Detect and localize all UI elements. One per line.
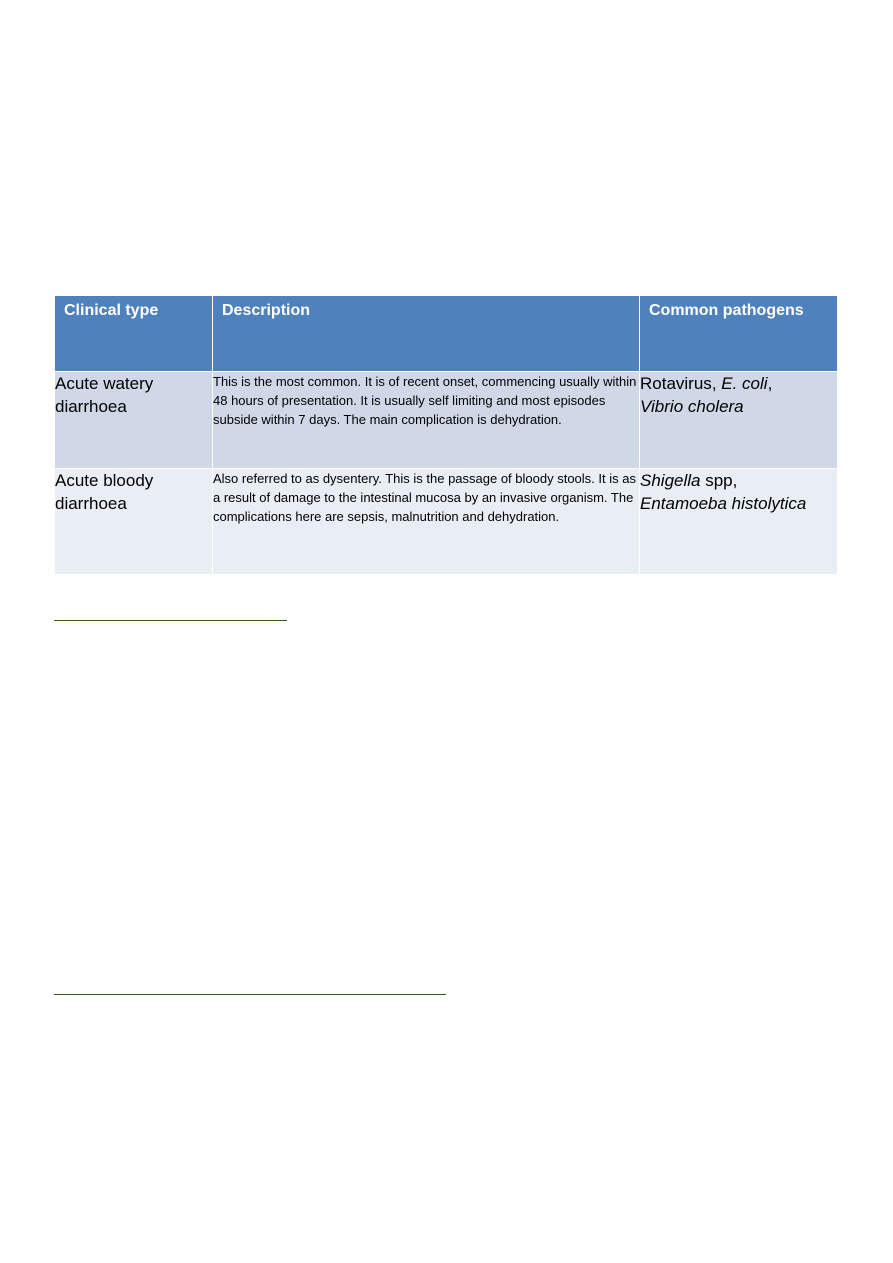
table-header-row xyxy=(55,296,838,372)
pathogen-text: Vibrio cholera xyxy=(640,397,744,416)
header-clinical-type: Clinical type xyxy=(55,296,213,372)
diarrhoea-types-table xyxy=(54,295,838,575)
pathogen-separator: , xyxy=(767,374,773,393)
header-common-pathogens: Common pathogens xyxy=(640,296,838,372)
pathogen-text: Entamoeba histolytica xyxy=(640,494,807,513)
pathogen-text: E. coli xyxy=(721,374,768,393)
table-row xyxy=(55,372,838,469)
clinical-type-cell: Acute bloody diarrhoea xyxy=(55,469,213,575)
section-underline-rule xyxy=(54,994,446,995)
pathogen-text: Rotavirus xyxy=(640,374,712,393)
pathogens-cell xyxy=(640,469,838,575)
pathogen-separator: , xyxy=(711,374,722,393)
table-row xyxy=(55,469,838,575)
pathogens-cell xyxy=(640,372,838,469)
clinical-type-cell: Acute watery diarrhoea xyxy=(55,372,213,469)
section-underline-rule xyxy=(54,620,287,621)
header-description: Description xyxy=(213,296,640,372)
description-cell: This is the most common. It is of recent onset, commencing usually within 48 hours of presentation. It is usually self limiting and most episodes subside within 7 days. The main complication is dehydration. xyxy=(213,372,640,469)
pathogen-separator: spp, xyxy=(700,471,738,490)
pathogen-text: Shigella xyxy=(640,471,701,490)
description-cell: Also referred to as dysentery. This is the passage of bloody stools. It is as a result of damage to the intestinal mucosa by an invasive organism. The complications here are sepsis, malnutrition and dehydration. xyxy=(213,469,640,575)
